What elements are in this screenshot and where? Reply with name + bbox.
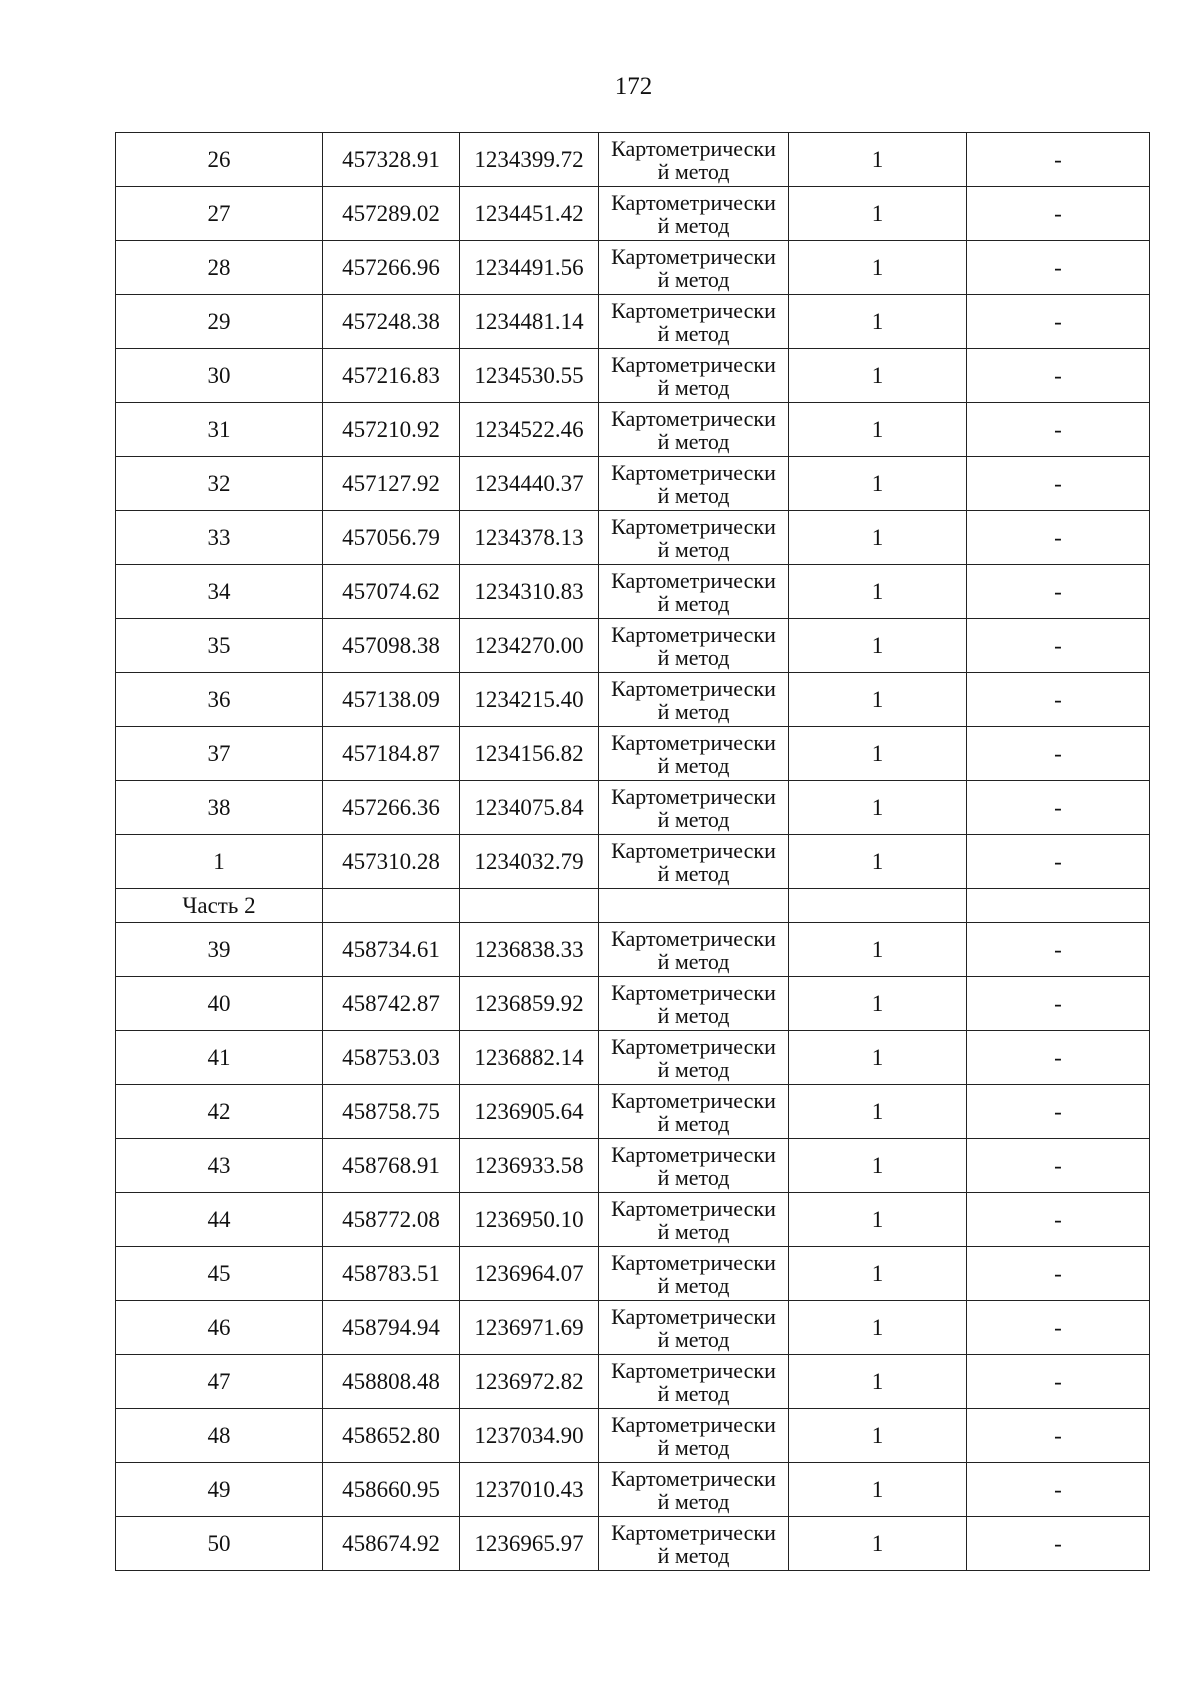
method-cell <box>599 835 789 889</box>
coordinates-table <box>115 132 1150 1571</box>
method-text-line1: Картометрически <box>611 513 776 539</box>
method-text-line2: й метод <box>657 1164 730 1190</box>
y-coordinate-cell: 1234156.82 <box>460 727 599 781</box>
x-coordinate-cell: 458794.94 <box>323 1301 460 1355</box>
x-coordinate-cell: 457138.09 <box>323 673 460 727</box>
method-text-line1: Картометрически <box>611 1357 776 1383</box>
note-cell: - <box>967 835 1150 889</box>
method-cell <box>599 923 789 977</box>
table-row <box>116 133 1150 187</box>
note-cell: - <box>967 1085 1150 1139</box>
method-cell <box>599 1193 789 1247</box>
accuracy-cell: 1 <box>789 1409 967 1463</box>
method-cell <box>599 1355 789 1409</box>
accuracy-cell: 1 <box>789 457 967 511</box>
x-coordinate-cell: 457216.83 <box>323 349 460 403</box>
method-text-line2: й метод <box>657 860 730 886</box>
method-text-line1: Картометрически <box>611 189 776 215</box>
y-coordinate-cell: 1236950.10 <box>460 1193 599 1247</box>
method-cell <box>599 977 789 1031</box>
method-cell <box>599 403 789 457</box>
note-cell: - <box>967 923 1150 977</box>
method-text-line1: Картометрически <box>611 837 776 863</box>
x-coordinate-cell: 458758.75 <box>323 1085 460 1139</box>
method-text-line1: Картометрически <box>611 675 776 701</box>
accuracy-cell: 1 <box>789 1247 967 1301</box>
table-row <box>116 781 1150 835</box>
note-cell: - <box>967 673 1150 727</box>
point-number-cell: 50 <box>116 1517 323 1571</box>
accuracy-cell: 1 <box>789 565 967 619</box>
method-text-line1: Картометрически <box>611 351 776 377</box>
y-coordinate-cell: 1234399.72 <box>460 133 599 187</box>
y-coordinate-cell: 1236971.69 <box>460 1301 599 1355</box>
method-cell <box>599 565 789 619</box>
method-text-line2: й метод <box>657 482 730 508</box>
method-text-line1: Картометрически <box>611 1249 776 1275</box>
x-coordinate-cell: 458674.92 <box>323 1517 460 1571</box>
method-text-line2: й метод <box>657 212 730 238</box>
note-cell: - <box>967 977 1150 1031</box>
method-text-line2: й метод <box>657 1110 730 1136</box>
table-row <box>116 1355 1150 1409</box>
method-text-line1: Картометрически <box>611 1303 776 1329</box>
x-coordinate-cell: 457266.36 <box>323 781 460 835</box>
empty-cell <box>323 889 460 923</box>
x-coordinate-cell: 457098.38 <box>323 619 460 673</box>
y-coordinate-cell: 1236859.92 <box>460 977 599 1031</box>
point-number-cell: 30 <box>116 349 323 403</box>
method-cell <box>599 1139 789 1193</box>
table-row <box>116 1085 1150 1139</box>
y-coordinate-cell: 1237010.43 <box>460 1463 599 1517</box>
accuracy-cell: 1 <box>789 1193 967 1247</box>
note-cell: - <box>967 1517 1150 1571</box>
table-row <box>116 727 1150 781</box>
note-cell: - <box>967 781 1150 835</box>
method-cell <box>599 349 789 403</box>
table-row <box>116 1247 1150 1301</box>
y-coordinate-cell: 1234481.14 <box>460 295 599 349</box>
method-text-line1: Картометрически <box>611 135 776 161</box>
table-row <box>116 1301 1150 1355</box>
x-coordinate-cell: 458808.48 <box>323 1355 460 1409</box>
empty-cell <box>460 889 599 923</box>
point-number-cell: 42 <box>116 1085 323 1139</box>
method-cell <box>599 673 789 727</box>
accuracy-cell: 1 <box>789 1085 967 1139</box>
table-row <box>116 511 1150 565</box>
accuracy-cell: 1 <box>789 295 967 349</box>
table-row <box>116 923 1150 977</box>
table-row <box>116 977 1150 1031</box>
note-cell: - <box>967 565 1150 619</box>
accuracy-cell: 1 <box>789 1355 967 1409</box>
point-number-cell: 34 <box>116 565 323 619</box>
note-cell: - <box>967 1139 1150 1193</box>
table-row <box>116 457 1150 511</box>
accuracy-cell: 1 <box>789 727 967 781</box>
table-row <box>116 349 1150 403</box>
accuracy-cell: 1 <box>789 619 967 673</box>
method-text-line2: й метод <box>657 320 730 346</box>
point-number-cell: 37 <box>116 727 323 781</box>
empty-cell <box>599 889 789 923</box>
point-number-cell: 41 <box>116 1031 323 1085</box>
point-number-cell: 35 <box>116 619 323 673</box>
note-cell: - <box>967 511 1150 565</box>
note-cell: - <box>967 1301 1150 1355</box>
x-coordinate-cell: 458768.91 <box>323 1139 460 1193</box>
note-cell: - <box>967 1463 1150 1517</box>
method-cell <box>599 133 789 187</box>
table-row <box>116 1517 1150 1571</box>
accuracy-cell: 1 <box>789 781 967 835</box>
accuracy-cell: 1 <box>789 835 967 889</box>
method-text-line2: й метод <box>657 1326 730 1352</box>
table-row <box>116 403 1150 457</box>
table-row <box>116 565 1150 619</box>
note-cell: - <box>967 619 1150 673</box>
point-number-cell: 43 <box>116 1139 323 1193</box>
x-coordinate-cell: 457056.79 <box>323 511 460 565</box>
x-coordinate-cell: 457184.87 <box>323 727 460 781</box>
table-row <box>116 187 1150 241</box>
y-coordinate-cell: 1236972.82 <box>460 1355 599 1409</box>
accuracy-cell: 1 <box>789 1139 967 1193</box>
method-text-line1: Картометрически <box>611 1087 776 1113</box>
y-coordinate-cell: 1234270.00 <box>460 619 599 673</box>
method-text-line2: й метод <box>657 1380 730 1406</box>
method-text-line1: Картометрически <box>611 1195 776 1221</box>
point-number-cell: 27 <box>116 187 323 241</box>
method-cell <box>599 1463 789 1517</box>
empty-cell <box>789 889 967 923</box>
table-row <box>116 1139 1150 1193</box>
x-coordinate-cell: 457074.62 <box>323 565 460 619</box>
accuracy-cell: 1 <box>789 511 967 565</box>
y-coordinate-cell: 1234310.83 <box>460 565 599 619</box>
y-coordinate-cell: 1234491.56 <box>460 241 599 295</box>
point-number-cell: 31 <box>116 403 323 457</box>
method-text-line1: Картометрически <box>611 1141 776 1167</box>
table-row <box>116 241 1150 295</box>
method-text-line1: Картометрически <box>611 621 776 647</box>
method-text-line2: й метод <box>657 536 730 562</box>
method-text-line2: й метод <box>657 590 730 616</box>
empty-cell <box>967 889 1150 923</box>
note-cell: - <box>967 727 1150 781</box>
x-coordinate-cell: 458783.51 <box>323 1247 460 1301</box>
page-number: 172 <box>614 73 653 100</box>
accuracy-cell: 1 <box>789 1301 967 1355</box>
point-number-cell: 32 <box>116 457 323 511</box>
y-coordinate-cell: 1236965.97 <box>460 1517 599 1571</box>
method-cell <box>599 1517 789 1571</box>
y-coordinate-cell: 1234032.79 <box>460 835 599 889</box>
accuracy-cell: 1 <box>789 187 967 241</box>
y-coordinate-cell: 1234530.55 <box>460 349 599 403</box>
note-cell: - <box>967 349 1150 403</box>
point-number-cell: 49 <box>116 1463 323 1517</box>
method-text-line2: й метод <box>657 948 730 974</box>
method-text-line1: Картометрически <box>611 1519 776 1545</box>
accuracy-cell: 1 <box>789 923 967 977</box>
point-number-cell: 33 <box>116 511 323 565</box>
point-number-cell: 38 <box>116 781 323 835</box>
method-cell <box>599 241 789 295</box>
accuracy-cell: 1 <box>789 977 967 1031</box>
method-cell <box>599 1085 789 1139</box>
accuracy-cell: 1 <box>789 1031 967 1085</box>
point-number-cell: 26 <box>116 133 323 187</box>
method-cell <box>599 295 789 349</box>
table-row <box>116 835 1150 889</box>
coordinates-table-body <box>116 133 1150 1571</box>
y-coordinate-cell: 1234522.46 <box>460 403 599 457</box>
x-coordinate-cell: 457210.92 <box>323 403 460 457</box>
method-text-line1: Картометрически <box>611 297 776 323</box>
note-cell: - <box>967 457 1150 511</box>
accuracy-cell: 1 <box>789 673 967 727</box>
method-text-line2: й метод <box>657 1218 730 1244</box>
table-row <box>116 1031 1150 1085</box>
point-number-cell: 47 <box>116 1355 323 1409</box>
method-text-line2: й метод <box>657 428 730 454</box>
x-coordinate-cell: 458660.95 <box>323 1463 460 1517</box>
accuracy-cell: 1 <box>789 133 967 187</box>
point-number-cell: 48 <box>116 1409 323 1463</box>
method-text-line2: й метод <box>657 158 730 184</box>
method-cell <box>599 1301 789 1355</box>
y-coordinate-cell: 1234215.40 <box>460 673 599 727</box>
accuracy-cell: 1 <box>789 1463 967 1517</box>
method-text-line1: Картометрически <box>611 925 776 951</box>
method-text-line1: Картометрически <box>611 459 776 485</box>
x-coordinate-cell: 458772.08 <box>323 1193 460 1247</box>
point-number-cell: 46 <box>116 1301 323 1355</box>
y-coordinate-cell: 1234378.13 <box>460 511 599 565</box>
note-cell: - <box>967 1193 1150 1247</box>
y-coordinate-cell: 1236882.14 <box>460 1031 599 1085</box>
method-cell <box>599 457 789 511</box>
x-coordinate-cell: 458753.03 <box>323 1031 460 1085</box>
point-number-cell: 39 <box>116 923 323 977</box>
method-text-line1: Картометрически <box>611 1411 776 1437</box>
method-cell <box>599 727 789 781</box>
part-header-row <box>116 889 1150 923</box>
x-coordinate-cell: 457127.92 <box>323 457 460 511</box>
point-number-cell: 45 <box>116 1247 323 1301</box>
method-text-line2: й метод <box>657 1434 730 1460</box>
note-cell: - <box>967 295 1150 349</box>
method-text-line1: Картометрически <box>611 567 776 593</box>
y-coordinate-cell: 1236905.64 <box>460 1085 599 1139</box>
accuracy-cell: 1 <box>789 1517 967 1571</box>
point-number-cell: 44 <box>116 1193 323 1247</box>
method-text-line2: й метод <box>657 644 730 670</box>
accuracy-cell: 1 <box>789 241 967 295</box>
method-text-line1: Картометрически <box>611 1033 776 1059</box>
x-coordinate-cell: 457310.28 <box>323 835 460 889</box>
note-cell: - <box>967 241 1150 295</box>
part-label: Часть 2 <box>116 889 323 923</box>
method-text-line1: Картометрически <box>611 729 776 755</box>
note-cell: - <box>967 133 1150 187</box>
note-cell: - <box>967 1409 1150 1463</box>
x-coordinate-cell: 457248.38 <box>323 295 460 349</box>
x-coordinate-cell: 457266.96 <box>323 241 460 295</box>
method-cell <box>599 781 789 835</box>
x-coordinate-cell: 458652.80 <box>323 1409 460 1463</box>
method-text-line2: й метод <box>657 374 730 400</box>
y-coordinate-cell: 1234451.42 <box>460 187 599 241</box>
y-coordinate-cell: 1236838.33 <box>460 923 599 977</box>
note-cell: - <box>967 187 1150 241</box>
table-row <box>116 295 1150 349</box>
method-text-line2: й метод <box>657 1272 730 1298</box>
method-text-line1: Картометрически <box>611 1465 776 1491</box>
method-text-line1: Картометрически <box>611 405 776 431</box>
method-text-line2: й метод <box>657 806 730 832</box>
x-coordinate-cell: 458742.87 <box>323 977 460 1031</box>
table-row <box>116 1463 1150 1517</box>
y-coordinate-cell: 1237034.90 <box>460 1409 599 1463</box>
method-text-line1: Картометрически <box>611 979 776 1005</box>
method-cell <box>599 619 789 673</box>
method-cell <box>599 511 789 565</box>
table-row <box>116 619 1150 673</box>
method-cell <box>599 1031 789 1085</box>
point-number-cell: 40 <box>116 977 323 1031</box>
table-row <box>116 673 1150 727</box>
method-cell <box>599 187 789 241</box>
note-cell: - <box>967 1355 1150 1409</box>
y-coordinate-cell: 1236964.07 <box>460 1247 599 1301</box>
accuracy-cell: 1 <box>789 403 967 457</box>
point-number-cell: 36 <box>116 673 323 727</box>
method-text-line2: й метод <box>657 1002 730 1028</box>
table-row <box>116 1193 1150 1247</box>
method-text-line2: й метод <box>657 1542 730 1568</box>
point-number-cell: 1 <box>116 835 323 889</box>
method-cell <box>599 1409 789 1463</box>
method-cell <box>599 1247 789 1301</box>
point-number-cell: 29 <box>116 295 323 349</box>
method-text-line2: й метод <box>657 266 730 292</box>
note-cell: - <box>967 1247 1150 1301</box>
method-text-line2: й метод <box>657 1056 730 1082</box>
method-text-line2: й метод <box>657 1488 730 1514</box>
x-coordinate-cell: 457289.02 <box>323 187 460 241</box>
method-text-line2: й метод <box>657 752 730 778</box>
note-cell: - <box>967 1031 1150 1085</box>
method-text-line2: й метод <box>657 698 730 724</box>
table-row <box>116 1409 1150 1463</box>
y-coordinate-cell: 1234075.84 <box>460 781 599 835</box>
method-text-line1: Картометрически <box>611 243 776 269</box>
x-coordinate-cell: 457328.91 <box>323 133 460 187</box>
note-cell: - <box>967 403 1150 457</box>
accuracy-cell: 1 <box>789 349 967 403</box>
point-number-cell: 28 <box>116 241 323 295</box>
x-coordinate-cell: 458734.61 <box>323 923 460 977</box>
method-text-line1: Картометрически <box>611 783 776 809</box>
y-coordinate-cell: 1234440.37 <box>460 457 599 511</box>
y-coordinate-cell: 1236933.58 <box>460 1139 599 1193</box>
